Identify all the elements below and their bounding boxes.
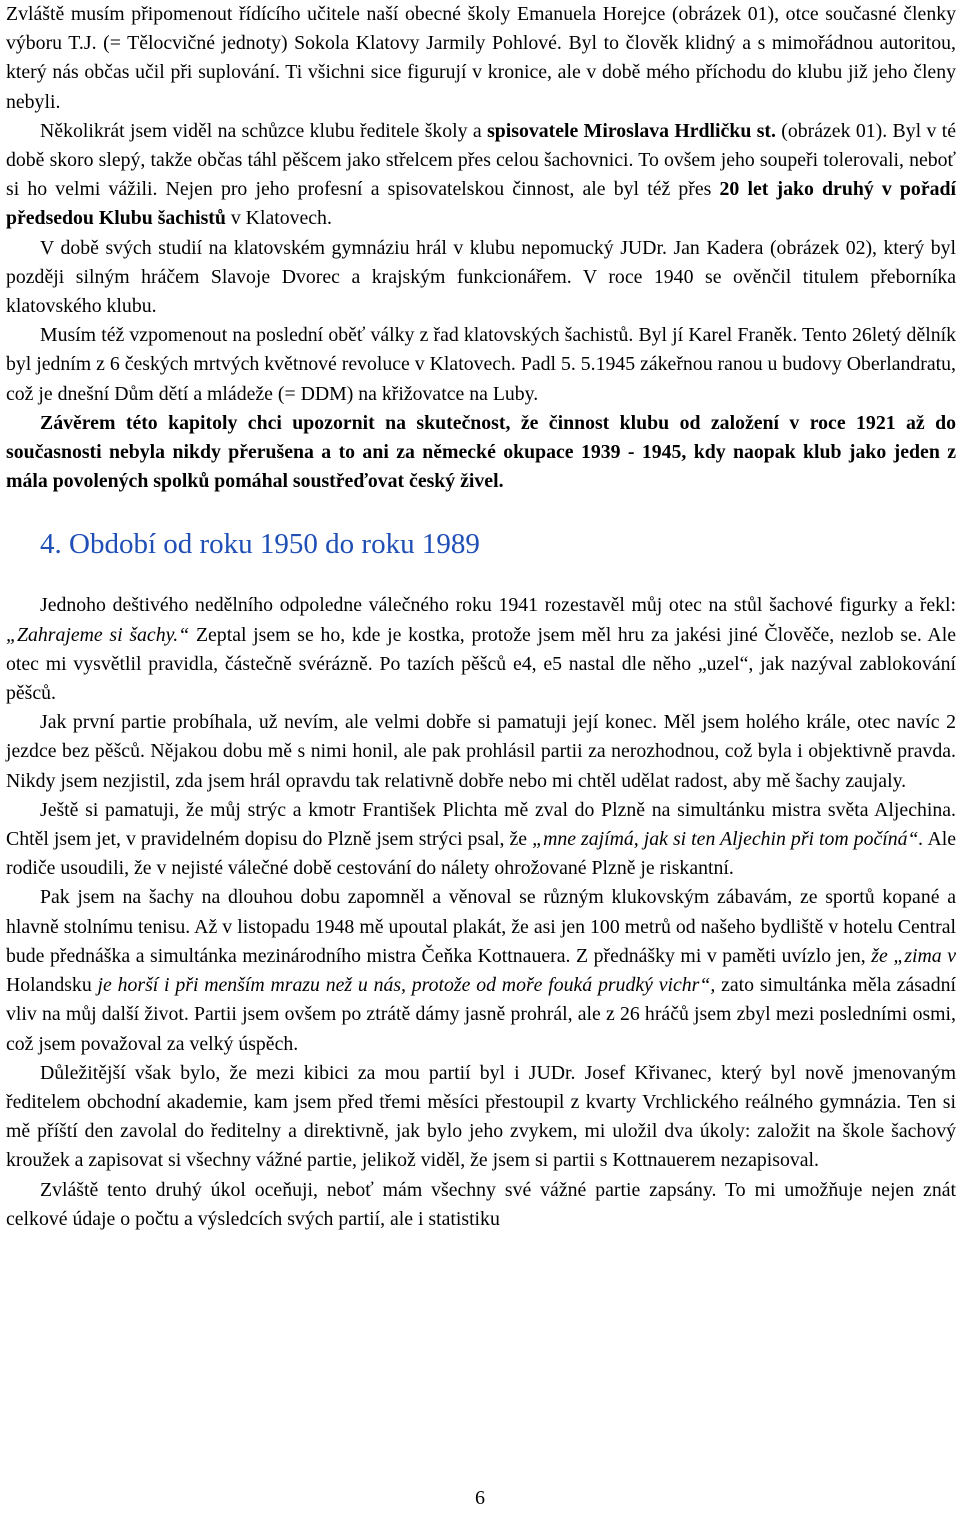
text-run: Holandsku — [6, 974, 98, 997]
text-run: Několikrát jsem viděl na schůzce klubu ředitele školy a — [40, 119, 488, 142]
text-run: Ještě si pamatuji, že můj strýc a kmotr František Plichta mě zval do Plzně na simultánku mistra světa Aljechina. Chtěl jsem jet, v pravidelném dopisu do Plzně jsem strýci psal, že — [6, 798, 956, 851]
text-run: Ale rodiče usoudili, že v nejisté válečné době cestování do nálety ohrožované Plzně je riskantní. — [6, 828, 957, 880]
italic-text-run: „mne zajímá, jak si ten Aljechin při tom počíná“. — [532, 828, 924, 851]
document-page — [6, 0, 956, 1234]
paragraph-first-game — [6, 591, 956, 708]
text-run: (obrázek 01). Byl v té době skoro slepý, takže občas táhl pěšcem jako střelcem přes celou šachovnici. To ovšem jeho soupeři tolerovali, neboť si ho velmi vážili. Nejen pro jeho profesní a spisovatelskou činnost, ale byl též přes — [6, 119, 957, 201]
section-heading: 4. Období od roku 1950 do roku 1989 — [40, 528, 480, 561]
paragraph-hrdlicka — [6, 117, 956, 234]
bold-text-run: spisovatele Miroslava Hrdličku st. — [487, 119, 776, 142]
text-run: Pak jsem na šachy na dlouhou dobu zapomněl a věnoval se různým klukovským zábavám, ze sportů kopané a hlavně stolnímu tenisu. Až v listopadu 1948 mě upoutal plakát, že asi jen 100 metrů od našeho bydliště v hotelu Central bude přednáška a simultánka mezinárodního mistra Čeňka Kottnauera. Z přednášky mi v paměti uvízlo jen, — [6, 886, 956, 967]
italic-text-run: „Zahrajeme si šachy.“ — [6, 623, 190, 646]
paragraph-game-end: Jak první partie probíhala, už nevím, ale velmi dobře si pamatuji její konec. Měl jsem holého krále, otec navíc 2 jezdce bez pěšců. Nějakou dobu mě s nimi honil, ale pak prohlásil partii za nerozhodnou, což byla i objektivně pravda. Nikdy jsem nezjistil, zda jsem hrál opravdu tak relativně dobře nebo mi chtěl udělat radost, aby mě šachy zaujaly. — [6, 711, 956, 792]
text-run: zato simultánka měla zásadní vliv na můj další život. Partii jsem ovšem po ztrátě dámy jasně prohrál, ale z 26 hráčů jsem zbyl mezi posledními osmi, což jsem považoval za velký úspěch. — [6, 974, 956, 1055]
text-run: Zeptal jsem se ho, kde je kostka, protože jsem měl hru za jakési jiné Člověče, nezlob se. Ale otec mi vysvětlil pravidla, částečně svérázně. Po tazích pěšců e4, e5 nastal dle něho „uzel“, jak nazýval zablokování pěšců. — [6, 623, 956, 705]
paragraph-kadera: V době svých studií na klatovském gymnáziu hrál v klubu nepomucký JUDr. Jan Kadera (obrázek 02), který byl později silným hráčem Slavoje Dvorec a krajským funkcionářem. V roce 1940 se ověnčil titulem přeborníka klatovského klubu. — [6, 236, 956, 318]
bold-text-run: 20 let jako druhý v pořadí předsedou Klubu šachistů — [6, 178, 956, 230]
page-number: 6 — [475, 1487, 485, 1509]
paragraph-kottnauer — [6, 883, 956, 1058]
italic-text-run: že „zima v — [871, 944, 957, 967]
paragraph-aljechin — [6, 796, 956, 884]
text-run: Jednoho deštivého nedělního odpoledne válečného roku 1941 rozestavěl můj otec na stůl šachové figurky a řekl: — [40, 594, 956, 617]
paragraph-records: Zvláště tento druhý úkol oceňuji, neboť mám všechny své vážné partie zapsány. To mi umožňuje nejen znát celkové údaje o počtu a výsledcích svých partií, ale i statistiku — [6, 1178, 956, 1230]
italic-text-run: je horší i při menším mrazu než u nás, protože od moře fouká prudký vichr“, — [97, 974, 716, 997]
paragraph-conclusion: Závěrem této kapitoly chci upozornit na skutečnost, že činnost klubu od založení v roce 1921 až do současnosti nebyla nikdy přerušena a to ani za německé okupace 1939 - 1945, kdy naopak klub jako jeden z mála povolených spolků pomáhal soustřeďovat český živel. — [6, 411, 956, 493]
paragraph-franek: Musím též vzpomenout na poslední oběť války z řad klatovských šachistů. Byl jí Karel Franěk. Tento 26letý dělník byl jedním z 6 českých mrtvých květnové revoluce v Klatovech. Padl 5. 5.1945 zákeřnou ranou u budovy Oberlandratu, což je dnešní Dům dětí a mládeže (= DDM) na křižovatce na Luby. — [6, 324, 956, 405]
text-run: v Klatovech. — [225, 207, 332, 230]
paragraph-horejc: Zvláště musím připomenout řídícího učitele naší obecné školy Emanuela Horejce (obrázek 01), otce současné členky výboru T.J. (= Tělocvičné jednoty) Sokola Klatovy Jarmily Pohlové. Byl to člověk klidný a s mimořádnou autoritou, který nás občas učil při suplování. Ti všichni sice figurují v kronice, ale v době mého příchodu do klubu již jeho členy nebyli. — [6, 3, 956, 113]
paragraph-krivanec: Důležitější však bylo, že mezi kibici za mou partií byl i JUDr. Josef Křivanec, který byl nově jmenovaným ředitelem obchodní akademie, kam jsem před třemi měsíci přestoupil z kvarty Vrchlického reálného gymnázia. Ten si mě příští den zavolal do ředitelny a direktivně, jak bylo jeho zvykem, mi uložil dva úkoly: založit na škole šachový kroužek a zapisovat si všechny vážné partie, jelikož viděl, že jsem si partii s Kottnauerem nezapisoval. — [6, 1061, 956, 1172]
